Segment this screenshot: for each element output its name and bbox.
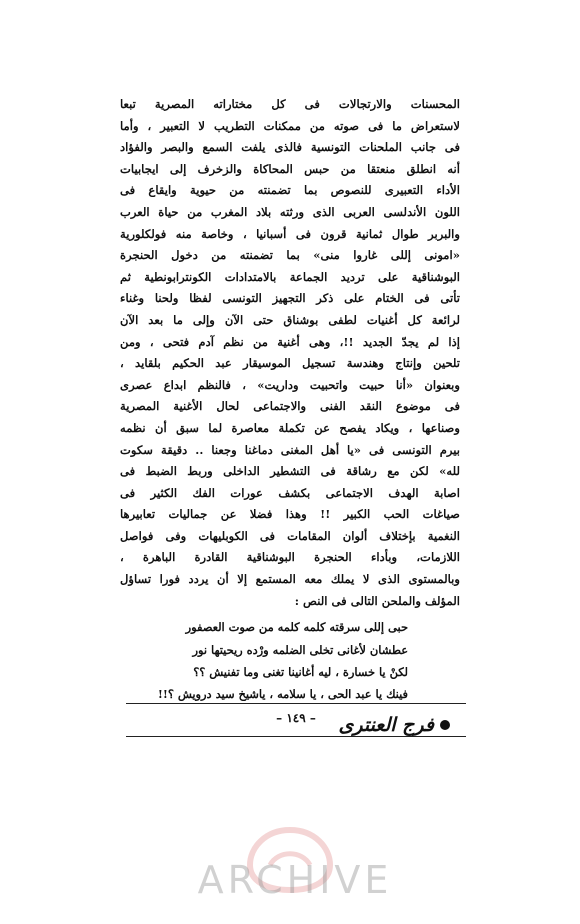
paragraph-line: وبالمستوى الذى لا يملك معه المستمع إلا أن يردد فورا تساؤل [120,572,460,587]
paragraph-line: النغمية بإختلاف ألوان المقامات فى الكوبليهات وفى فواصل [120,528,460,543]
paragraph-line: والبربر طوال ثمانية قرون فى أسبانيا ، وخاصة منه فولكلورية [120,226,460,241]
poem-line: فينك يا عبد الحى ، يا سلامه ، ياشيخ سيد درويش ؟!! [157,687,408,702]
paragraph-line: إذا لم يجدّ الجديد !!، وهى أغنية من نظم آدم فتحى ، ومن [120,334,460,349]
poem-quote [120,616,460,706]
poem-line: حبى إللى سرقته كلمه كلمه من صوت العصفور [185,620,408,635]
paragraph-line: اللازمات، وبأداء الحنجرة البوشناقية القادرة الباهرة ، [120,550,460,565]
paragraph-line: اصابة الهدف الاجتماعى بكشف عورات الفك الكثير فى [120,485,460,500]
article-body [120,94,460,736]
watermark-text: ARCHIVE [197,858,393,902]
poem-line: لكنْ يا خسارة ، ليه أغانينا تغنى وما تفنيش ؟؟ [193,665,408,680]
page-number: – ١٤٩ – [276,711,316,725]
paragraph-line: البوشناقية على ترديد الجماعة بالامتدادات الكونترابونطية ثم [120,269,460,284]
footer-rule-top [126,703,466,704]
paragraph-line: وبعنوان «أنا حبيت واتحبيت وداريت» ، فالنظم ابداع عصرى [120,377,460,392]
paragraph-line: المؤلف والملحن التالى فى النص : [294,593,460,608]
author-name: فرج العنترى [338,713,434,736]
archive-watermark-icon [170,820,410,910]
paragraph-line: بيرم التونسى فى «يا أهل المغنى دماغنا وجعنا .. دقيقة سكوت [120,442,460,457]
paragraph-line: لاستعراض ما فى صوته من ممكنات التطريب لا التعبير ، وأما [120,118,460,133]
paragraph-line: أنه انطلق منعتقا من حبس المحاكاة والزخرف إلى ايجابيات [120,161,460,176]
watermark-emblem [250,830,330,890]
paragraph-line: صياغات الحب الكبير !! وهذا فضلا عن جماليات تعابيرها [120,507,460,522]
paragraph-line: «امونى إللى غاروا منى» بما تضمنته من دخول الحنجرة [120,248,460,263]
paragraph-line: تلحين وإنتاج وهندسة تسجيل الموسيقار عبد الحكيم بلقايد ، [120,356,460,371]
paragraph-line: اللون الأندلسى العربى الذى ورثته بلاد المغرب من حياة العرب [120,204,460,219]
paragraph-line: وصناعها ، ويكاد يفصح عن تكملة معاصرة لما سبق أن نظمه [120,420,460,435]
paragraph-line: تأتى فى الختام على ذكر التجهيز التونسى لفظا ولحنا وغناء [120,291,460,306]
article-paragraph [120,94,460,612]
footer-rule-bottom [126,736,466,737]
paragraph-line: فى موضوع النقد الفنى والاجتماعى لحال الأغنية المصرية [120,399,460,414]
paragraph-line: لله» لكن مع رشاقة فى التشطير الداخلى وربط الضبط فى [120,464,460,479]
paragraph-line: لرائعة كل أغنيات لطفى بوشناق حتى الآن وإلى ما بعد الآن [120,312,460,327]
poem-line: عطشان لأغانى تخلى الضلمه ورْده ريحيتها نور [192,642,408,657]
paragraph-line: فى جانب الملحنات التونسية فالذى يلفت السمع والبصر والفؤاد [120,140,460,155]
paragraph-line: الأداء التعبيرى للنصوص بما تضمنته من حيوية وايقاع فى [120,183,460,198]
paragraph-line: المحسنات والارتجالات فى كل مختاراته المصرية تبعا [120,97,460,111]
